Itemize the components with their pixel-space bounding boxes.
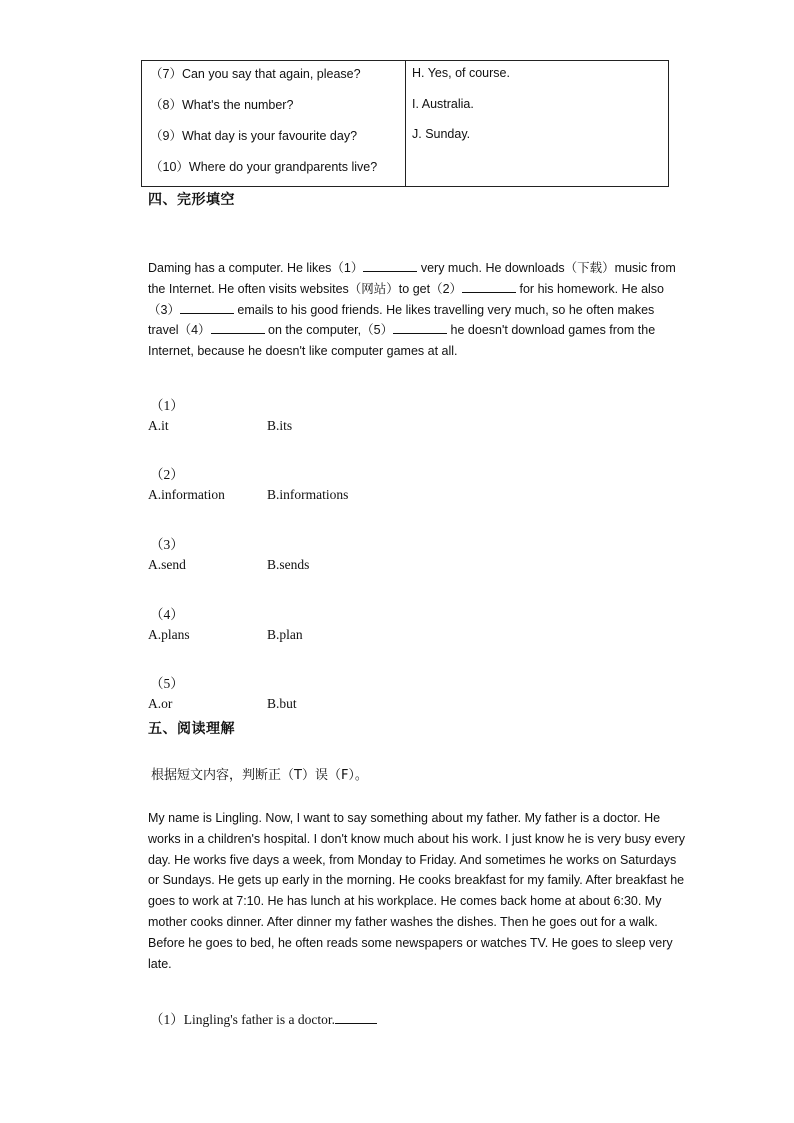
cloze-text-3: for his homework. He also（3） [148,281,665,317]
cloze-question-4-number: （4） [150,607,184,622]
true-false-question-1-text: （1）Lingling's father is a doctor. [150,1012,336,1027]
cloze-question-5-number: （5） [150,676,184,691]
true-false-answer-blank-1[interactable] [335,1013,377,1024]
cloze-text-2: very much. He downloads（下载）music from the Internet. He often visits websites（网站）to get（2） [148,261,676,296]
matching-question-10: （10）Where do your grandparents live? [150,160,378,174]
matching-answer-i: I. Australia. [412,96,474,111]
cloze-text-1: Daming has a computer. He likes（1） [148,261,364,275]
cloze-text-5: on the computer,（5） [264,323,394,338]
true-false-question-1 [150,1008,377,1028]
cloze-blank-1[interactable] [363,261,417,272]
cloze-text-4: emails to his good friends. He likes travelling very much, so he often makes travel（4） [148,302,655,338]
cloze-question-3-number: （3） [150,537,184,552]
cloze-question-4-option-a[interactable]: A.plans [148,627,190,642]
matching-table [141,60,669,187]
cloze-question-5-option-a[interactable]: A.or [148,696,173,711]
matching-questions-column [142,61,406,186]
cloze-question-2-option-a[interactable]: A.information [148,487,225,502]
section4-title: 四、完形填空 [148,192,235,208]
cloze-question-3-option-a[interactable]: A.send [148,557,186,572]
cloze-passage [148,258,688,362]
matching-answers-column [406,61,668,186]
cloze-blank-2[interactable] [462,282,516,293]
cloze-question-1-option-b[interactable]: B.its [267,418,293,433]
matching-answer-h: H. Yes, of course. [412,66,510,80]
section5-title: 五、阅读理解 [148,721,235,737]
cloze-question-2-number: （2） [150,467,184,482]
section5-instruction: 根据短文内容，判断正（T）误（F）。 [151,768,368,783]
cloze-question-4-option-b[interactable]: B.plan [267,627,303,642]
cloze-blank-3[interactable] [180,303,234,314]
cloze-question-3-option-b[interactable]: B.sends [267,557,310,572]
reading-passage: My name is Lingling. Now, I want to say something about my father. My father is a doctor. He works in a children's hospital. I don't know much about his work. I just know he is very busy every day. He works five days a week, from Monday to Friday. And sometimes he works on Saturdays or Sundays. He gets up early in the morning. He cooks breakfast for my family. After breakfast he goes to work at 7:10. He has lunch at his workplace. He comes back home at about 6:30. My mother cooks dinner. After dinner my father washes the dishes. Then he goes out for a walk. Before he goes to bed, he often reads some newspapers or watches TV. He goes to sleep very late. [148,811,685,971]
matching-question-9: （9）What day is your favourite day? [150,129,358,143]
cloze-question-1-option-a[interactable]: A.it [148,418,169,433]
cloze-blank-4[interactable] [211,323,265,334]
cloze-question-1-number: （1） [150,398,184,413]
cloze-text-6: he doesn't download games from the Internet, because he doesn't like computer games at all. [148,323,656,359]
cloze-question-2-option-b[interactable]: B.informations [267,487,349,502]
cloze-question-5-option-b[interactable]: B.but [267,696,297,711]
matching-answer-j: J. Sunday. [412,127,471,141]
cloze-blank-5[interactable] [393,323,447,334]
matching-question-8: （8）What's the number? [150,98,294,112]
matching-question-7: （7）Can you say that again, please? [150,67,361,81]
